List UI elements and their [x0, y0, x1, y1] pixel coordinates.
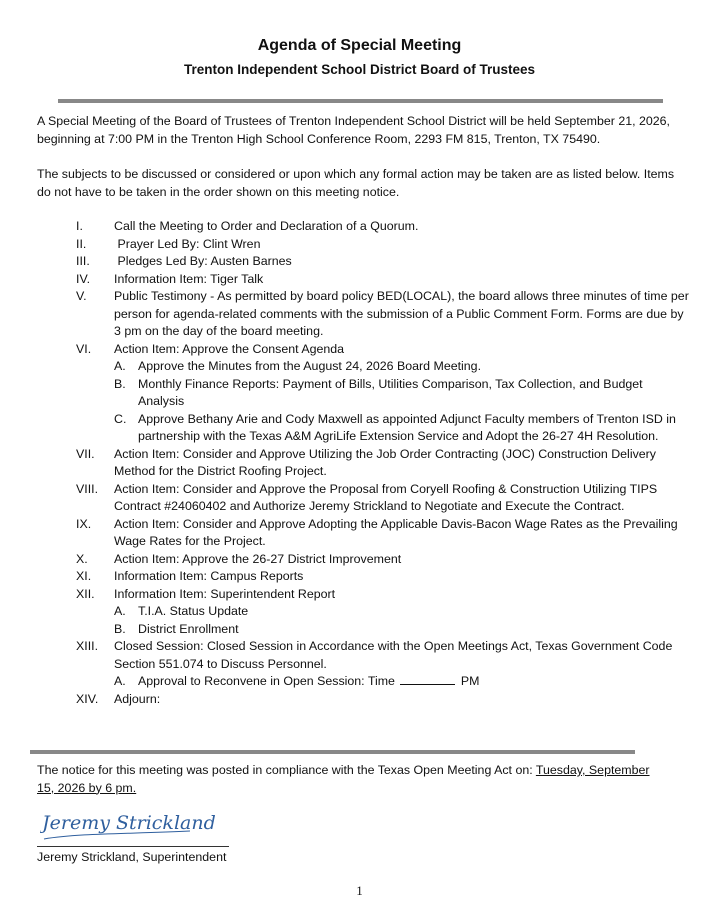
agenda-item — [0, 341, 719, 359]
agenda-item — [0, 586, 719, 604]
signature-script: Jeremy Strickland — [42, 812, 216, 834]
agenda-subitem — [0, 603, 719, 621]
agenda-item-number: IX. — [76, 516, 92, 531]
agenda-item-text: Action Item: Consider and Approve the Proposal from Coryell Roofing & Construction Utilizing TIPS Contract #24060402 and Authorize Jeremy Strickland to Negotiate and Execute the Contract. — [114, 481, 661, 513]
time-blank-line — [400, 673, 455, 685]
agenda-item — [0, 236, 719, 254]
agenda-subitem-text: District Enrollment — [138, 621, 239, 636]
page-number: 1 — [356, 883, 363, 898]
agenda-item-text: Closed Session: Closed Session in Accordance with the Open Meetings Act, Texas Government Code Section 551.074 to Discuss Personnel. — [114, 639, 676, 671]
agenda-item — [0, 691, 719, 709]
header-divider — [58, 99, 663, 103]
agenda-item-text: Action Item: Approve the 26-27 District Improvement — [114, 551, 402, 566]
footer-divider — [30, 750, 635, 754]
agenda-item-number: X. — [76, 551, 88, 566]
agenda-item-text: Action Item: Consider and Approve Utilizing the Job Order Contracting (JOC) Construction Delivery Method for the District Roofing Project. — [114, 446, 660, 478]
agenda-item — [0, 218, 719, 236]
agenda-item-number: XII. — [76, 586, 95, 601]
agenda-item-text: Public Testimony - As permitted by board policy BED(LOCAL), the board allows three minutes of time per person for agenda-related comments with the submission of a Public Comment Form. Forms are due by 3 pm on the day of the board meeting. — [114, 289, 693, 338]
page-subtitle: Trenton Independent School District Board of Trustees — [183, 62, 536, 77]
agenda-item-number: IV. — [76, 271, 91, 286]
agenda-subitem-letter: B. — [114, 376, 126, 391]
agenda-item — [0, 271, 719, 289]
page-title: Agenda of Special Meeting — [257, 37, 462, 54]
signature-line — [37, 846, 229, 847]
agenda-subitem-letter: A. — [114, 674, 126, 688]
signer-name: Jeremy Strickland, Superintendent — [37, 850, 227, 864]
agenda-item-number: I. — [76, 219, 83, 233]
posting-notice — [37, 762, 657, 797]
agenda-subitem-text — [138, 673, 688, 691]
agenda-item-text: Pledges Led By: Austen Barnes — [114, 254, 292, 268]
agenda-subitem-letter: B. — [114, 621, 126, 636]
agenda-item-text: Action Item: Approve the Consent Agenda — [114, 341, 345, 356]
agenda-subitem — [0, 673, 719, 691]
agenda-subitem-text: Approve Bethany Arie and Cody Maxwell as appointed Adjunct Faculty members of Trenton ISD in partnership with the Texas A&M AgriLife Extension Service and Adopt the 26-27 4H Resolution. — [138, 411, 676, 443]
agenda-item-text: Action Item: Consider and Approve Adopting the Applicable Davis-Bacon Wage Rates as the Prevailing Wage Rates for the Project. — [114, 516, 682, 548]
agenda-subitem-letter: A. — [114, 359, 126, 373]
agenda-item — [0, 638, 719, 673]
superintendent-signature — [40, 803, 230, 845]
reconvene-pm: PM — [460, 674, 480, 688]
agenda-item — [0, 253, 719, 271]
agenda-item-number: VII. — [76, 446, 95, 461]
agenda-subitem — [0, 411, 719, 446]
agenda-item-number: XIII. — [76, 639, 99, 653]
agenda-subitem — [0, 376, 719, 411]
meeting-announcement: A Special Meeting of the Board of Trustees of Trenton Independent School District will be held September 21, 2026, beginning at 7:00 PM in the Trenton High School Conference Room, 2293 FM 815, Trenton, TX 75490. — [37, 114, 670, 146]
agenda-item-text: Adjourn: — [114, 691, 161, 706]
agenda-subitem — [0, 621, 719, 639]
agenda-item — [0, 446, 719, 481]
posting-date: Tuesday, September 15, 2026 by 6 pm. — [37, 763, 650, 795]
agenda-item-text: Information Item: Superintendent Report — [114, 586, 336, 601]
agenda-item-text: Prayer Led By: Clint Wren — [114, 236, 261, 251]
agenda-item-text: Information Item: Tiger Talk — [114, 271, 264, 286]
agenda-item-number: V. — [76, 289, 87, 303]
agenda-subitem-text: Monthly Finance Reports: Payment of Bills, Utilities Comparison, Tax Collection, and Budget Analysis — [138, 376, 643, 408]
agenda-subitem-text: T.I.A. Status Update — [138, 604, 249, 618]
agenda-subitem — [0, 358, 719, 376]
agenda-item — [0, 568, 719, 586]
agenda-item-number: VIII. — [76, 481, 99, 496]
agenda-item — [0, 516, 719, 551]
reconvene-label: Approval to Reconvene in Open Session: Time — [138, 674, 395, 688]
agenda-item — [0, 288, 719, 341]
agenda-item-number: VI. — [76, 341, 92, 356]
subjects-statement: The subjects to be discussed or considered or upon which any formal action may be taken are as listed below. Items do not have to be taken in the order shown on this meeting notice. — [37, 167, 675, 199]
agenda-item-number: XI. — [76, 569, 92, 583]
agenda-item-number: III. — [76, 254, 90, 268]
agenda-item — [0, 481, 719, 516]
agenda-subitem-letter: C. — [114, 411, 127, 426]
agenda-item — [0, 551, 719, 569]
agenda-item-number: XIV. — [76, 691, 99, 706]
posting-notice-text: The notice for this meeting was posted in compliance with the Texas Open Meeting Act on: — [37, 763, 536, 777]
agenda-item-text: Information Item: Campus Reports — [114, 569, 304, 583]
agenda-items-list — [0, 218, 719, 708]
agenda-item-text: Call the Meeting to Order and Declaration of a Quorum. — [114, 219, 419, 233]
agenda-subitem-text: Approve the Minutes from the August 24, 2026 Board Meeting. — [138, 359, 482, 373]
agenda-item-number: II. — [76, 236, 87, 251]
agenda-subitem-letter: A. — [114, 604, 126, 618]
